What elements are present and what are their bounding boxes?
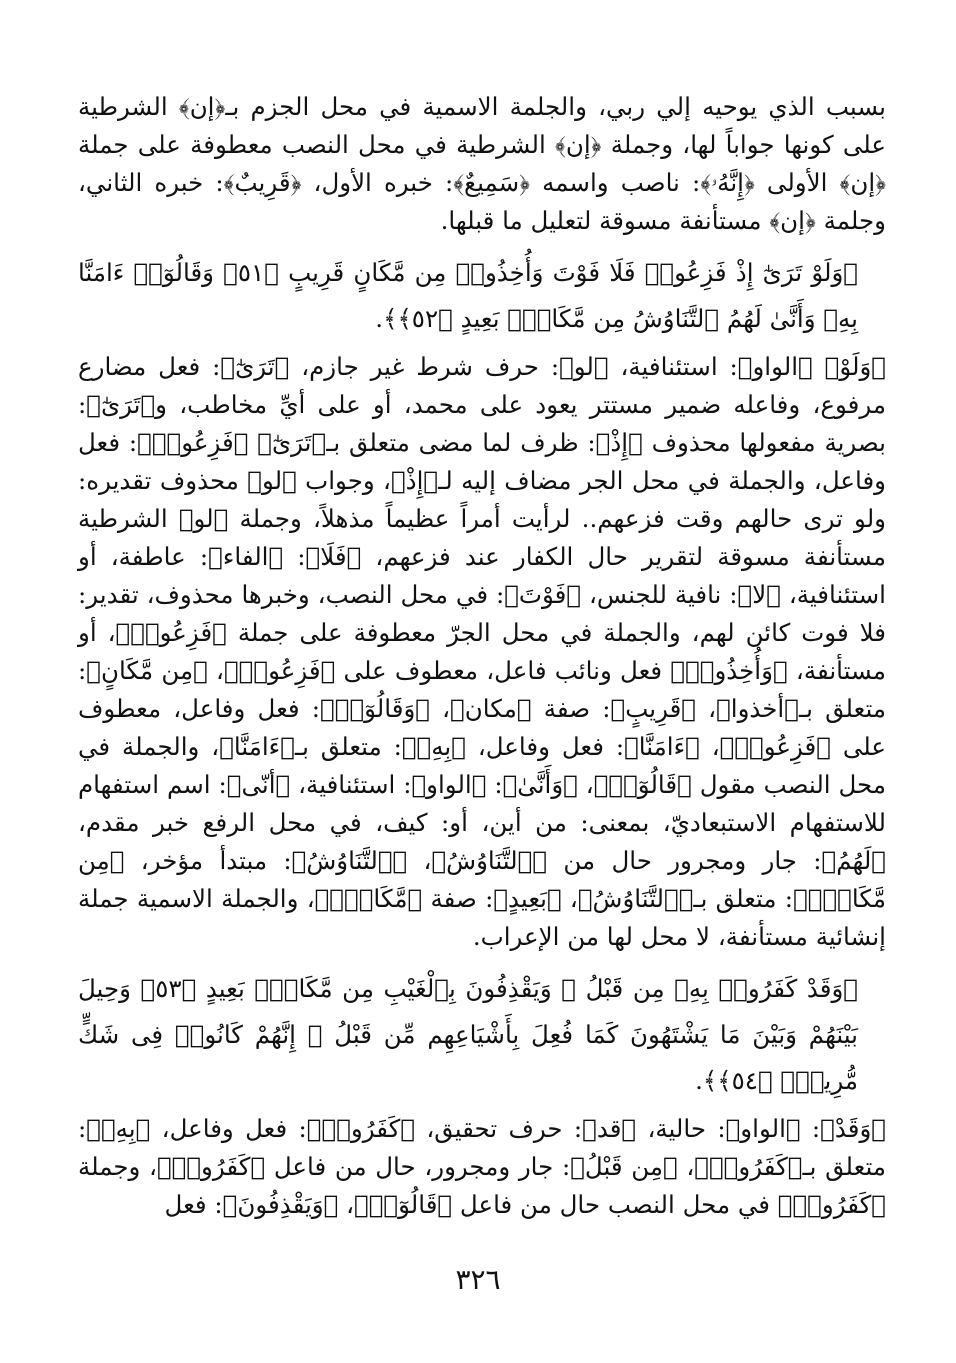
quran-verse-51-52: ﴿وَلَوْ تَرَىٰٓ إِذْ فَزِعُوا۟ فَلَا فَوْتَ وَأُخِذُوا۟ مِن مَّكَانٍ قَرِيبٍ ﴿٥١﴾ وَقَالُوٓا۟ ءَامَنَّا بِهِۦ وَأَنَّىٰ لَهُمُ ٱلتَّنَاوُشُ مِن مَّكَانٍۭ بَعِيدٍ ﴿٥٢﴾﴾. (78, 258, 859, 333)
spacer (78, 956, 886, 966)
quran-verse-53-54: ﴿وَقَدْ كَفَرُوا۟ بِهِۦ مِن قَبْلُ ۖ وَيَقْذِفُونَ بِٱلْغَيْبِ مِن مَّكَانٍۭ بَعِيدٍ ﴿٥٣﴾ وَحِيلَ بَيْنَهُمْ وَبَيْنَ مَا يَشْتَهُونَ كَمَا فُعِلَ بِأَشْيَاعِهِم مِّن قَبْلُ ۚ إِنَّهُمْ كَانُوا۟ فِى شَكٍّ مُّرِيبٍۭ ﴿٥٤﴾﴾. (78, 974, 858, 1095)
paragraph-irab-53-54: ﴿وَقَدْ﴾: ﴿الواو﴾: حالية، ﴿قد﴾: حرف تحقيق، ﴿كَفَرُوا۟﴾: فعل وفاعل، ﴿بِهِۦ﴾: متعلق بـ﴿كَفَرُوا۟﴾، ﴿مِن قَبْلُ﴾: جار ومجرور، حال من فاعل ﴿كَفَرُوا۟﴾، وجملة ﴿كَفَرُوا۟﴾ في محل النصب حال من فاعل ﴿قَالُوٓا۟﴾، ﴿وَيَقْذِفُونَ﴾: فعل (78, 1114, 886, 1219)
spacer (78, 240, 886, 250)
paragraph-irab-51-52: ﴿وَلَوْ﴾ ﴿الواو﴾: استئنافية، ﴿لو﴾: حرف شرط غير جازم، ﴿تَرَىٰٓ﴾: فعل مضارع مرفوع، وفاعله ضمير مستتر يعود على محمد، أو على أيِّ مخاطب، و﴿تَرَىٰٓ﴾: بصرية مفعولها محذوف ﴿إِذْ﴾: ظرف لما مضى متعلق بـ﴿تَرَىٰٓ﴾ ﴿فَزِعُوا۟﴾: فعل وفاعل، والجملة في محل الجر مضاف إليه لـ﴿إِذْ﴾، وجواب ﴿لو﴾ محذوف تقديره: ولو ترى حالهم وقت فزعهم.. لرأيت أمراً عظيماً مذهلاً، وجملة ﴿لو﴾ الشرطية مستأنفة مسوقة لتقرير حال الكفار عند فزعهم، ﴿فَلَا﴾: ﴿الفاء﴾: عاطفة، أو استئنافية، ﴿لا﴾: نافية للجنس، ﴿فَوْتَ﴾: في محل النصب، وخبرها محذوف، تقدير: فلا فوت كائن لهم، والجملة في محل الجرّ معطوفة على جملة ﴿فَزِعُوا۟﴾، أو مستأنفة، ﴿وَأُخِذُوا۟﴾ فعل ونائب فاعل، معطوف على ﴿فَزِعُوا۟﴾، ﴿مِن مَّكَانٍ﴾: متعلق بـ﴿أخذوا﴾، ﴿قَرِيبٍ﴾: صفة ﴿مكان﴾، ﴿وَقَالُوٓا۟﴾: فعل وفاعل، معطوف على ﴿فَزِعُوا۟﴾، ﴿ءَامَنَّا﴾: فعل وفاعل، ﴿بِهِۦ﴾: متعلق بـ﴿ءَامَنَّا﴾، والجملة في محل النصب مقول ﴿قَالُوٓا۟﴾، ﴿وَأَنَّىٰ﴾: ﴿الواو﴾: استئنافية، ﴿أنّى﴾: اسم استفهام للاستفهام الاستبعاديّ، بمعنى: من أين، أو: كيف، في محل الرفع خبر مقدم، ﴿لَهُمُ﴾: جار ومجرور حال من ﴿ٱلتَّنَاوُشُ﴾، ﴿ٱلتَّنَاوُشُ﴾: مبتدأ مؤخر، ﴿مِن مَّكَانٍۭ﴾: متعلق بـ﴿ٱلتَّنَاوُشُ﴾، ﴿بَعِيدٍ﴾: صفة ﴿مَّكَانٍۭ﴾، والجملة الاسمية جملة إنشائية مستأنفة، لا محل لها من الإعراب. (78, 352, 886, 951)
paragraph-intro: بسبب الذي يوحيه إلي ربي، والجلمة الاسمية في محل الجزم بـ﴿إن﴾ الشرطية على كونها جواباً لها، وجملة ﴿إن﴾ الشرطية في محل النصب معطوفة على جملة ﴿إن﴾ الأولى ﴿إِنَّهُۥ﴾: ناصب واسمه ﴿سَمِيعٌ﴾: خبره الأول، ﴿قَرِيبٌ﴾: خبره الثاني، وجلمة ﴿إن﴾ مستأنفة مسوقة لتعليل ما قبلها. (78, 92, 886, 235)
page-number: ٣٢٦ (455, 1263, 501, 1296)
page-body (78, 88, 886, 1224)
